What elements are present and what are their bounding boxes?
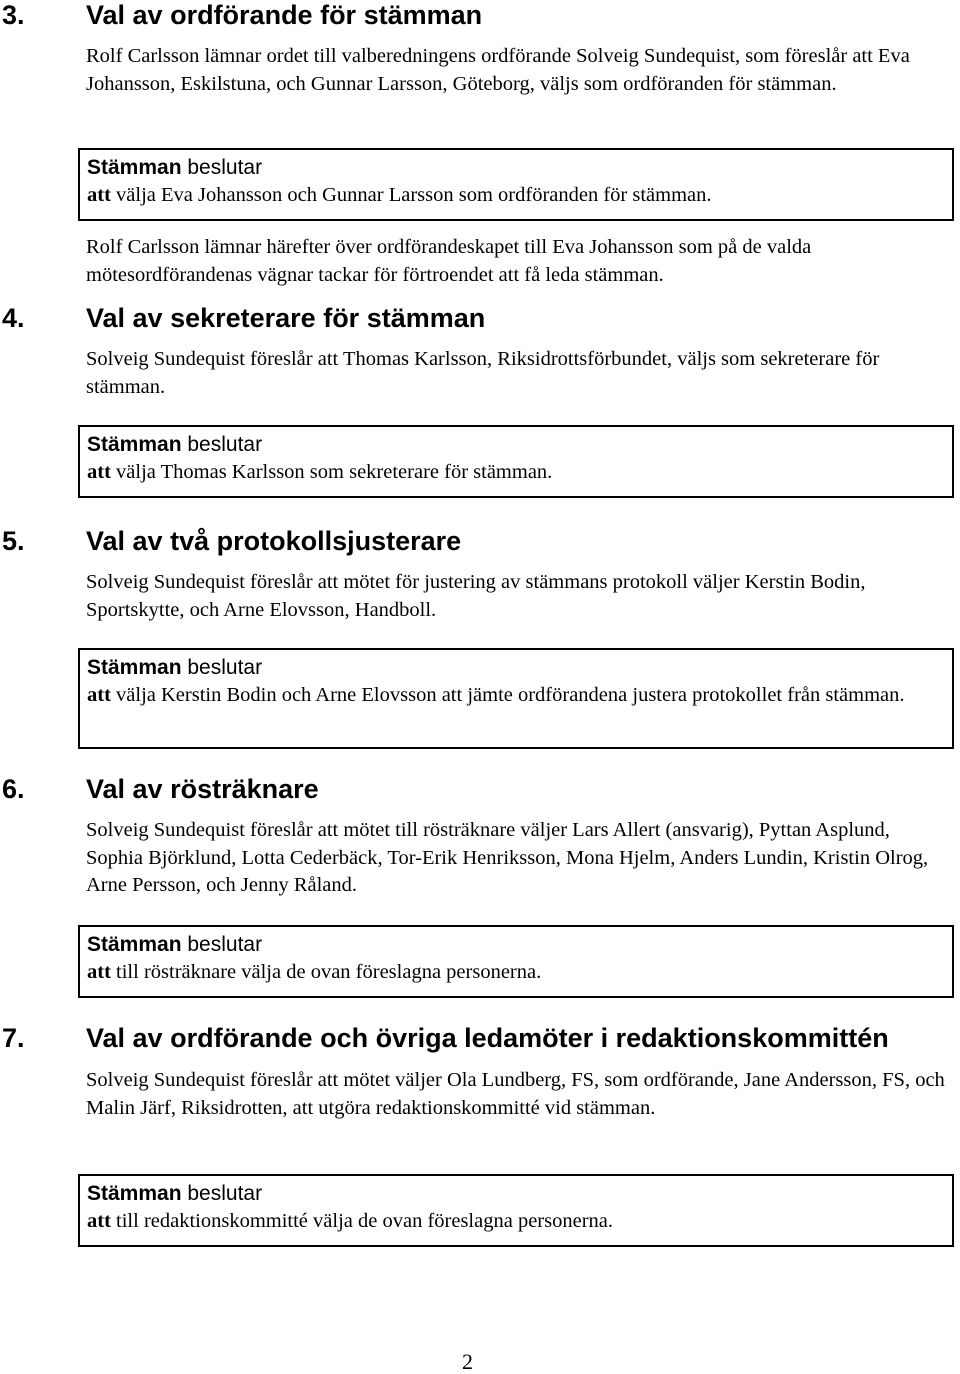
decision-box bbox=[78, 425, 954, 498]
section-paragraph: Solveig Sundequist föreslår att mötet för justering av stämmans protokoll väljer Kerstin Bodin, Sportskytte, och Arne Elovsson, Handboll. bbox=[86, 571, 866, 621]
decision-text: att till rösträknare välja de ovan föreslagna personerna. bbox=[87, 961, 542, 983]
section-number: 6. bbox=[2, 774, 25, 804]
section-heading bbox=[2, 774, 319, 804]
section-heading bbox=[2, 0, 482, 30]
section-number: 3. bbox=[2, 0, 25, 30]
section-number: 5. bbox=[2, 526, 25, 556]
decision-text: att välja Thomas Karlsson som sekreterare för stämman. bbox=[87, 461, 553, 483]
section-paragraph: Solveig Sundequist föreslår att Thomas Karlsson, Riksidrottsförbundet, väljs som sekreterare för stämman. bbox=[86, 348, 880, 398]
decision-box bbox=[78, 648, 954, 749]
page-number: 2 bbox=[462, 1349, 473, 1374]
decision-box bbox=[78, 148, 954, 221]
section-number: 4. bbox=[2, 303, 25, 333]
decision-text: att till redaktionskommitté välja de ovan föreslagna personerna. bbox=[87, 1210, 613, 1232]
section-title: Val av två protokollsjusterare bbox=[86, 526, 462, 556]
decision-label: Stämman beslutar bbox=[87, 1182, 263, 1205]
decision-label: Stämman beslutar bbox=[87, 933, 263, 956]
decision-label: Stämman beslutar bbox=[87, 156, 263, 179]
section-paragraph: Solveig Sundequist föreslår att mötet väljer Ola Lundberg, FS, som ordförande, Jane Andersson, FS, och Malin Järf, Riksidrotten, att utgöra redaktionskommitté vid stämman. bbox=[86, 1069, 945, 1119]
decision-text: att välja Kerstin Bodin och Arne Elovsson att jämte ordförandena justera protokollet från stämman. bbox=[87, 684, 905, 706]
decision-label: Stämman beslutar bbox=[87, 433, 263, 456]
section-title: Val av ordförande för stämman bbox=[86, 0, 483, 30]
section-heading bbox=[2, 526, 461, 556]
section-number: 7. bbox=[2, 1023, 25, 1053]
section-heading bbox=[2, 1023, 889, 1053]
section-title: Val av sekreterare för stämman bbox=[86, 303, 486, 333]
decision-label: Stämman beslutar bbox=[87, 656, 263, 679]
decision-box bbox=[78, 925, 954, 998]
section-paragraph: Rolf Carlsson lämnar ordet till valberedningens ordförande Solveig Sundequist, som föreslår att Eva Johansson, Eskilstuna, och Gunnar Larsson, Göteborg, väljs som ordföranden för stämman. bbox=[86, 45, 910, 95]
decision-text: att välja Eva Johansson och Gunnar Larsson som ordföranden för stämman. bbox=[87, 184, 712, 206]
decision-box bbox=[78, 1174, 954, 1247]
section-title: Val av rösträknare bbox=[86, 774, 319, 804]
section-paragraph: Rolf Carlsson lämnar härefter över ordförandeskapet till Eva Johansson som på de valda mötesordförandenas vägnar tackar för förtroendet att få leda stämman. bbox=[86, 236, 812, 286]
section-heading bbox=[2, 303, 485, 333]
section-paragraph: Solveig Sundequist föreslår att mötet till rösträknare väljer Lars Allert (ansvarig), Pyttan Asplund, Sophia Björklund, Lotta Cederbäck, Tor-Erik Henriksson, Mona Hjelm, Anders Lundin, Kristin Olrog, Arne Persson, och Jenny Råland. bbox=[86, 819, 929, 896]
section-title: Val av ordförande och övriga ledamöter i redaktionskommittén bbox=[86, 1023, 889, 1053]
